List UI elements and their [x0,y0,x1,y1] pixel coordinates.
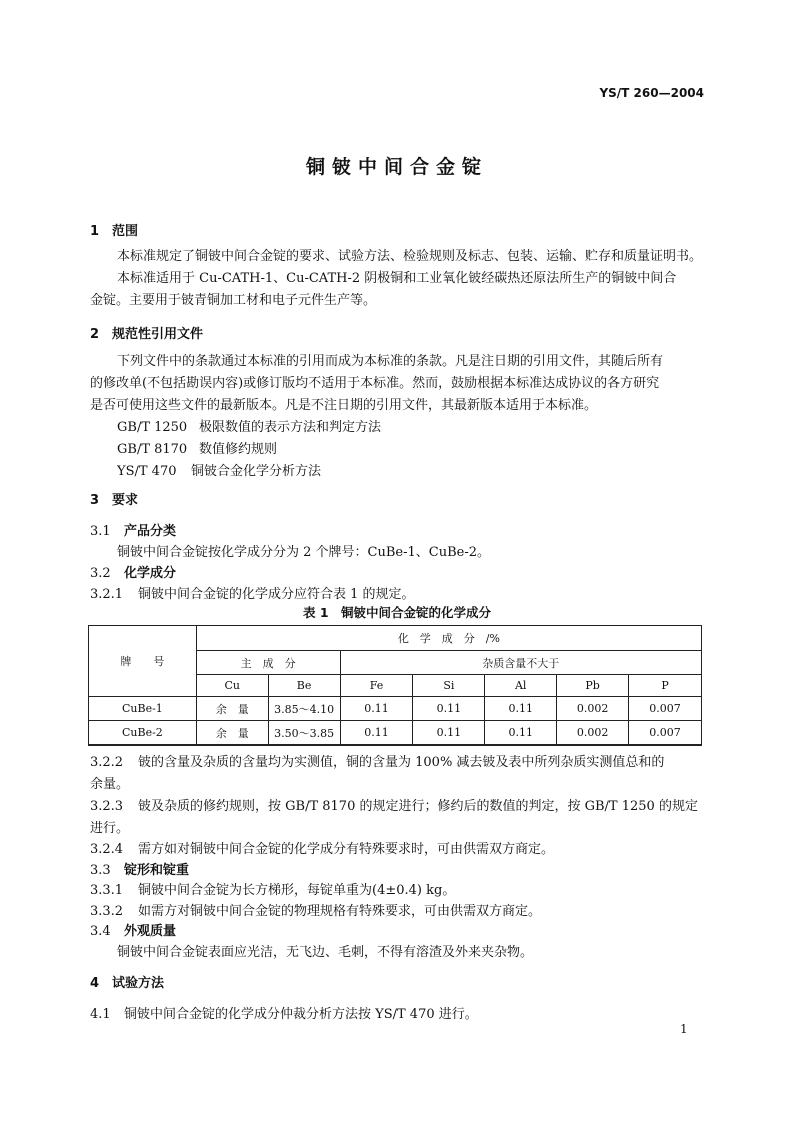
subsection-3-2-heading [90,562,176,581]
reference-code: YS/T 470 [117,464,177,479]
section-1-heading [90,220,138,239]
reference-code: GB/T 8170 [117,442,188,457]
clause-text: 铍的含量及杂质的含量均为实测值，铜的含量为 100% 减去铍及表中所列杂质实测值总和的 [138,755,665,770]
subsection-number: 3.2 [90,566,111,581]
table-header-chemical-composition: 化 学 成 分 /% [196,626,701,651]
subsection-number: 3.4 [90,924,111,939]
subsection-title: 外观质量 [124,924,177,939]
clause-3-2-4 [90,838,554,857]
clause-text: 铜铍中间合金锭的化学成分仲裁分析方法按 YS/T 470 进行。 [124,1007,478,1022]
paragraph: 铜铍中间合金锭按化学成分分为 2 个牌号：CuBe-1、CuBe-2。 [117,545,490,560]
section-4-heading [90,972,164,991]
chemical-composition-table [88,625,702,745]
section-title: 规范性引用文件 [112,327,204,342]
paragraph: 铜铍中间合金锭表面应光洁，无飞边、毛刺，不得有溶渣及外来夹杂物。 [117,945,534,960]
clause-number: 3.2.1 [90,587,124,602]
reference-item [117,416,381,435]
clause-text: 如需方对铜铍中间合金锭的物理规格有特殊要求，可由供需双方商定。 [138,904,542,919]
paragraph: 本标准适用于 Cu-CATH-1、Cu-CATH-2 阴极铜和工业氧化铍经碳热还原法所生产的铜铍中间合 [117,271,677,286]
subsection-title: 产品分类 [124,524,177,539]
table-cell: 0.11 [485,697,557,721]
clause-text: 铜铍中间合金锭为长方梯形，每锭单重为(4±0.4) kg。 [138,883,456,898]
table-column-header: Si [413,675,485,697]
table-cell: 0.002 [557,721,629,745]
table-cell-grade: CuBe-1 [89,697,197,721]
clause-text: 需方如对铜铍中间合金锭的化学成分有特殊要求时，可由供需双方商定。 [138,842,555,857]
table-cell: 0.007 [629,697,702,721]
paragraph: 下列文件中的条款通过本标准的引用而成为本标准的条款。凡是注日期的引用文件，其随后所有 [117,354,664,369]
table-caption: 表 1 铜铍中间合金锭的化学成分 [302,605,492,620]
clause-continuation: 进行。 [90,821,130,836]
clause-number: 3.2.3 [90,799,124,814]
reference-code: GB/T 1250 [117,420,188,435]
clause-number: 4.1 [90,1007,111,1022]
table-cell-grade: CuBe-2 [89,721,197,745]
paragraph-continuation: 金锭。主要用于铍青铜加工材和电子元件生产等。 [90,293,377,308]
subsection-3-3-heading [90,859,189,878]
table-row [89,721,702,745]
table-cell: 3.50～3.85 [268,721,340,745]
subsection-number: 3.1 [90,524,111,539]
reference-name: 极限数值的表示方法和判定方法 [199,420,382,435]
table-header-grade: 牌 号 [89,626,197,697]
clause-text: 铍及杂质的修约规则，按 GB/T 8170 的规定进行；修约后的数值的判定，按 GB/T 1250 的规定 [138,799,698,814]
table-column-header: Pb [557,675,629,697]
table-cell: 0.11 [340,697,413,721]
section-3-heading [90,489,138,508]
standard-code: YS/T 260—2004 [599,86,704,100]
table-cell: 3.85～4.10 [268,697,340,721]
clause-4-1 [90,1003,478,1022]
paragraph-continuation: 是否可使用这些文件的最新版本。凡是不注日期的引用文件，其最新版本适用于本标准。 [90,398,598,413]
table-header-impurity: 杂质含量不大于 [340,651,701,675]
clause-3-2-2 [90,751,664,770]
subsection-title: 锭形和锭重 [124,863,190,878]
table-cell: 0.11 [340,721,413,745]
reference-name: 数值修约规则 [199,442,278,457]
paragraph-continuation: 的修改单(不包括勘误内容)或修订版均不适用于本标准。然而，鼓励根据本标准达成协议的各方研究 [90,376,660,391]
section-number: 4 [90,976,100,991]
table-column-header: P [629,675,702,697]
table-header-main-component: 主 成 分 [196,651,340,675]
table-cell: 余 量 [196,697,268,721]
clause-3-2-3 [90,795,698,814]
section-number: 2 [90,327,100,342]
section-2-heading [90,323,203,342]
reference-item [117,460,321,479]
section-number: 3 [90,493,100,508]
subsection-title: 化学成分 [124,566,177,581]
reference-name: 铜铍合金化学分析方法 [191,464,322,479]
table-cell: 余 量 [196,721,268,745]
page-number: 1 [680,1022,688,1036]
table-cell: 0.11 [485,721,557,745]
clause-number: 3.3.2 [90,904,124,919]
table-cell: 0.11 [413,697,485,721]
table-column-header: Cu [196,675,268,697]
clause-3-2-1 [90,583,415,602]
clause-number: 3.2.4 [90,842,124,857]
section-number: 1 [90,224,100,239]
subsection-number: 3.3 [90,863,111,878]
clause-3-3-2 [90,900,541,919]
clause-3-3-1 [90,879,455,898]
subsection-3-1-heading [90,520,176,539]
clause-text: 铜铍中间合金锭的化学成分应符合表 1 的规定。 [138,587,415,602]
table-column-header: Fe [340,675,413,697]
reference-item [117,438,277,457]
table-column-header: Al [485,675,557,697]
section-title: 范围 [112,224,139,239]
table-cell: 0.002 [557,697,629,721]
table-row [89,697,702,721]
clause-number: 3.2.2 [90,755,124,770]
section-title: 试验方法 [112,976,165,991]
section-title: 要求 [112,493,139,508]
subsection-3-4-heading [90,920,176,939]
clause-continuation: 余量。 [90,777,130,792]
paragraph: 本标准规定了铜铍中间合金锭的要求、试验方法、检验规则及标志、包装、运输、贮存和质量证明书。 [117,249,703,264]
table-cell: 0.007 [629,721,702,745]
clause-number: 3.3.1 [90,883,124,898]
document-title: 铜铍中间合金锭 [305,156,488,178]
table-column-header: Be [268,675,340,697]
table-cell: 0.11 [413,721,485,745]
